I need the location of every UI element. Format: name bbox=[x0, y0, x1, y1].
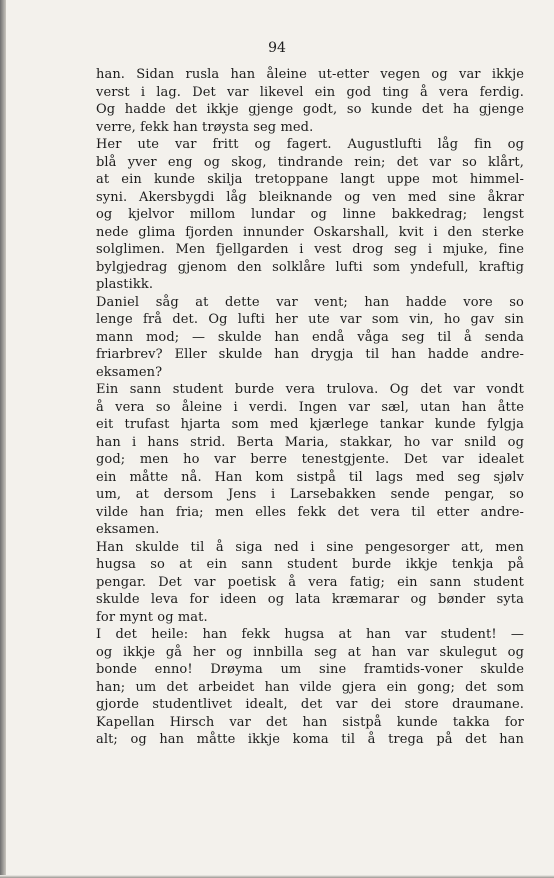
text-line: og ikkje gå her og innbilla seg at han var skulegut og bbox=[96, 644, 524, 660]
text-line: lenge frå det. Og lufti her ute var som vin, ho gav sin bbox=[96, 312, 524, 327]
text-line: nede glima fjorden innunder Oskarshall, kvit i den sterke bbox=[96, 224, 524, 240]
text-line: eksamen? bbox=[96, 364, 163, 380]
text-line: skulde leva for ideen og lata kræmarar og bønder syta bbox=[96, 592, 524, 607]
text-line: verre, fekk han trøysta seg med. bbox=[96, 119, 314, 135]
text-line: Han skulde til å siga ned i sine pengesorger att, men bbox=[96, 539, 524, 555]
page-number: 94 bbox=[268, 40, 286, 56]
text-line: syni. Akersbygdi låg bleiknande og ven med sine åkrar bbox=[96, 189, 524, 205]
text-line: eksamen. bbox=[96, 522, 160, 537]
text-line: verst i lag. Det var likevel ein god ting å vera ferdig. bbox=[96, 84, 524, 100]
text-line: at ein kunde skilja tretoppane langt uppe mot himmel- bbox=[96, 172, 524, 187]
text-line: blå yver eng og skog, tindrande rein; det var so klårt, bbox=[96, 154, 524, 170]
text-line: og kjelvor millom lundar og linne bakkedrag; lengst bbox=[96, 207, 524, 222]
text-line: pengar. Det var poetisk å vera fatig; ein sann student bbox=[96, 574, 524, 590]
text-line: ein måtte nå. Han kom sistpå til lags med seg sjølv bbox=[96, 469, 524, 485]
text-line: han; um det arbeidet han vilde gjera ein gong; det som bbox=[96, 679, 524, 695]
text-line: mann mod; — skulde han endå våga seg til å senda bbox=[96, 329, 524, 345]
text-line: Daniel såg at dette var vent; han hadde vore so bbox=[96, 294, 524, 310]
text-line: Her ute var fritt og fagert. Augustlufti låg fin og bbox=[96, 137, 524, 152]
text-line: hugsa so at ein sann student burde ikkje tenkja på bbox=[96, 557, 524, 572]
text-line: bonde enno! Drøyma um sine framtids-voner skulde bbox=[96, 662, 524, 677]
text-line: eit trufast hjarta som med kjærlege tankar kunde fylgja bbox=[96, 417, 524, 432]
text-line: um, at dersom Jens i Larsebakken sende pengar, so bbox=[96, 487, 524, 502]
text-line: Og hadde det ikkje gjenge godt, so kunde det ha gjenge bbox=[96, 102, 524, 117]
text-line: plastikk. bbox=[96, 277, 154, 292]
text-line: gjorde studentlivet idealt, det var dei store draumane. bbox=[96, 697, 524, 712]
text-line: han. Sidan rusla han åleine ut-etter vegen og var ikkje bbox=[96, 67, 524, 82]
page-left-edge-shadow bbox=[0, 0, 6, 878]
text-line: friarbrev? Eller skulde han drygja til han hadde andre- bbox=[96, 347, 524, 362]
text-line: alt; og han måtte ikkje koma til å trega på det han bbox=[96, 732, 524, 747]
text-line: å vera so åleine i verdi. Ingen var sæl, utan han åtte bbox=[96, 399, 524, 415]
text-line: vilde han fria; men elles fekk det vera til etter andre- bbox=[96, 504, 524, 520]
text-line: Ein sann student burde vera trulova. Og det var vondt bbox=[96, 382, 524, 397]
body-text bbox=[96, 66, 524, 749]
text-line: god; men ho var berre tenestgjente. Det var idealet bbox=[96, 452, 524, 467]
text-line: solglimen. Men fjellgarden i vest drog seg i mjuke, fine bbox=[96, 242, 524, 257]
text-line: for mynt og mat. bbox=[96, 609, 208, 625]
text-line: I det heile: han fekk hugsa at han var student! — bbox=[96, 627, 524, 642]
text-line: bylgjedrag gjenom den solklåre lufti som yndefull, kraftig bbox=[96, 259, 524, 275]
text-line: han i hans strid. Berta Maria, stakkar, ho var snild og bbox=[96, 434, 524, 450]
text-line: Kapellan Hirsch var det han sistpå kunde takka for bbox=[96, 714, 524, 730]
